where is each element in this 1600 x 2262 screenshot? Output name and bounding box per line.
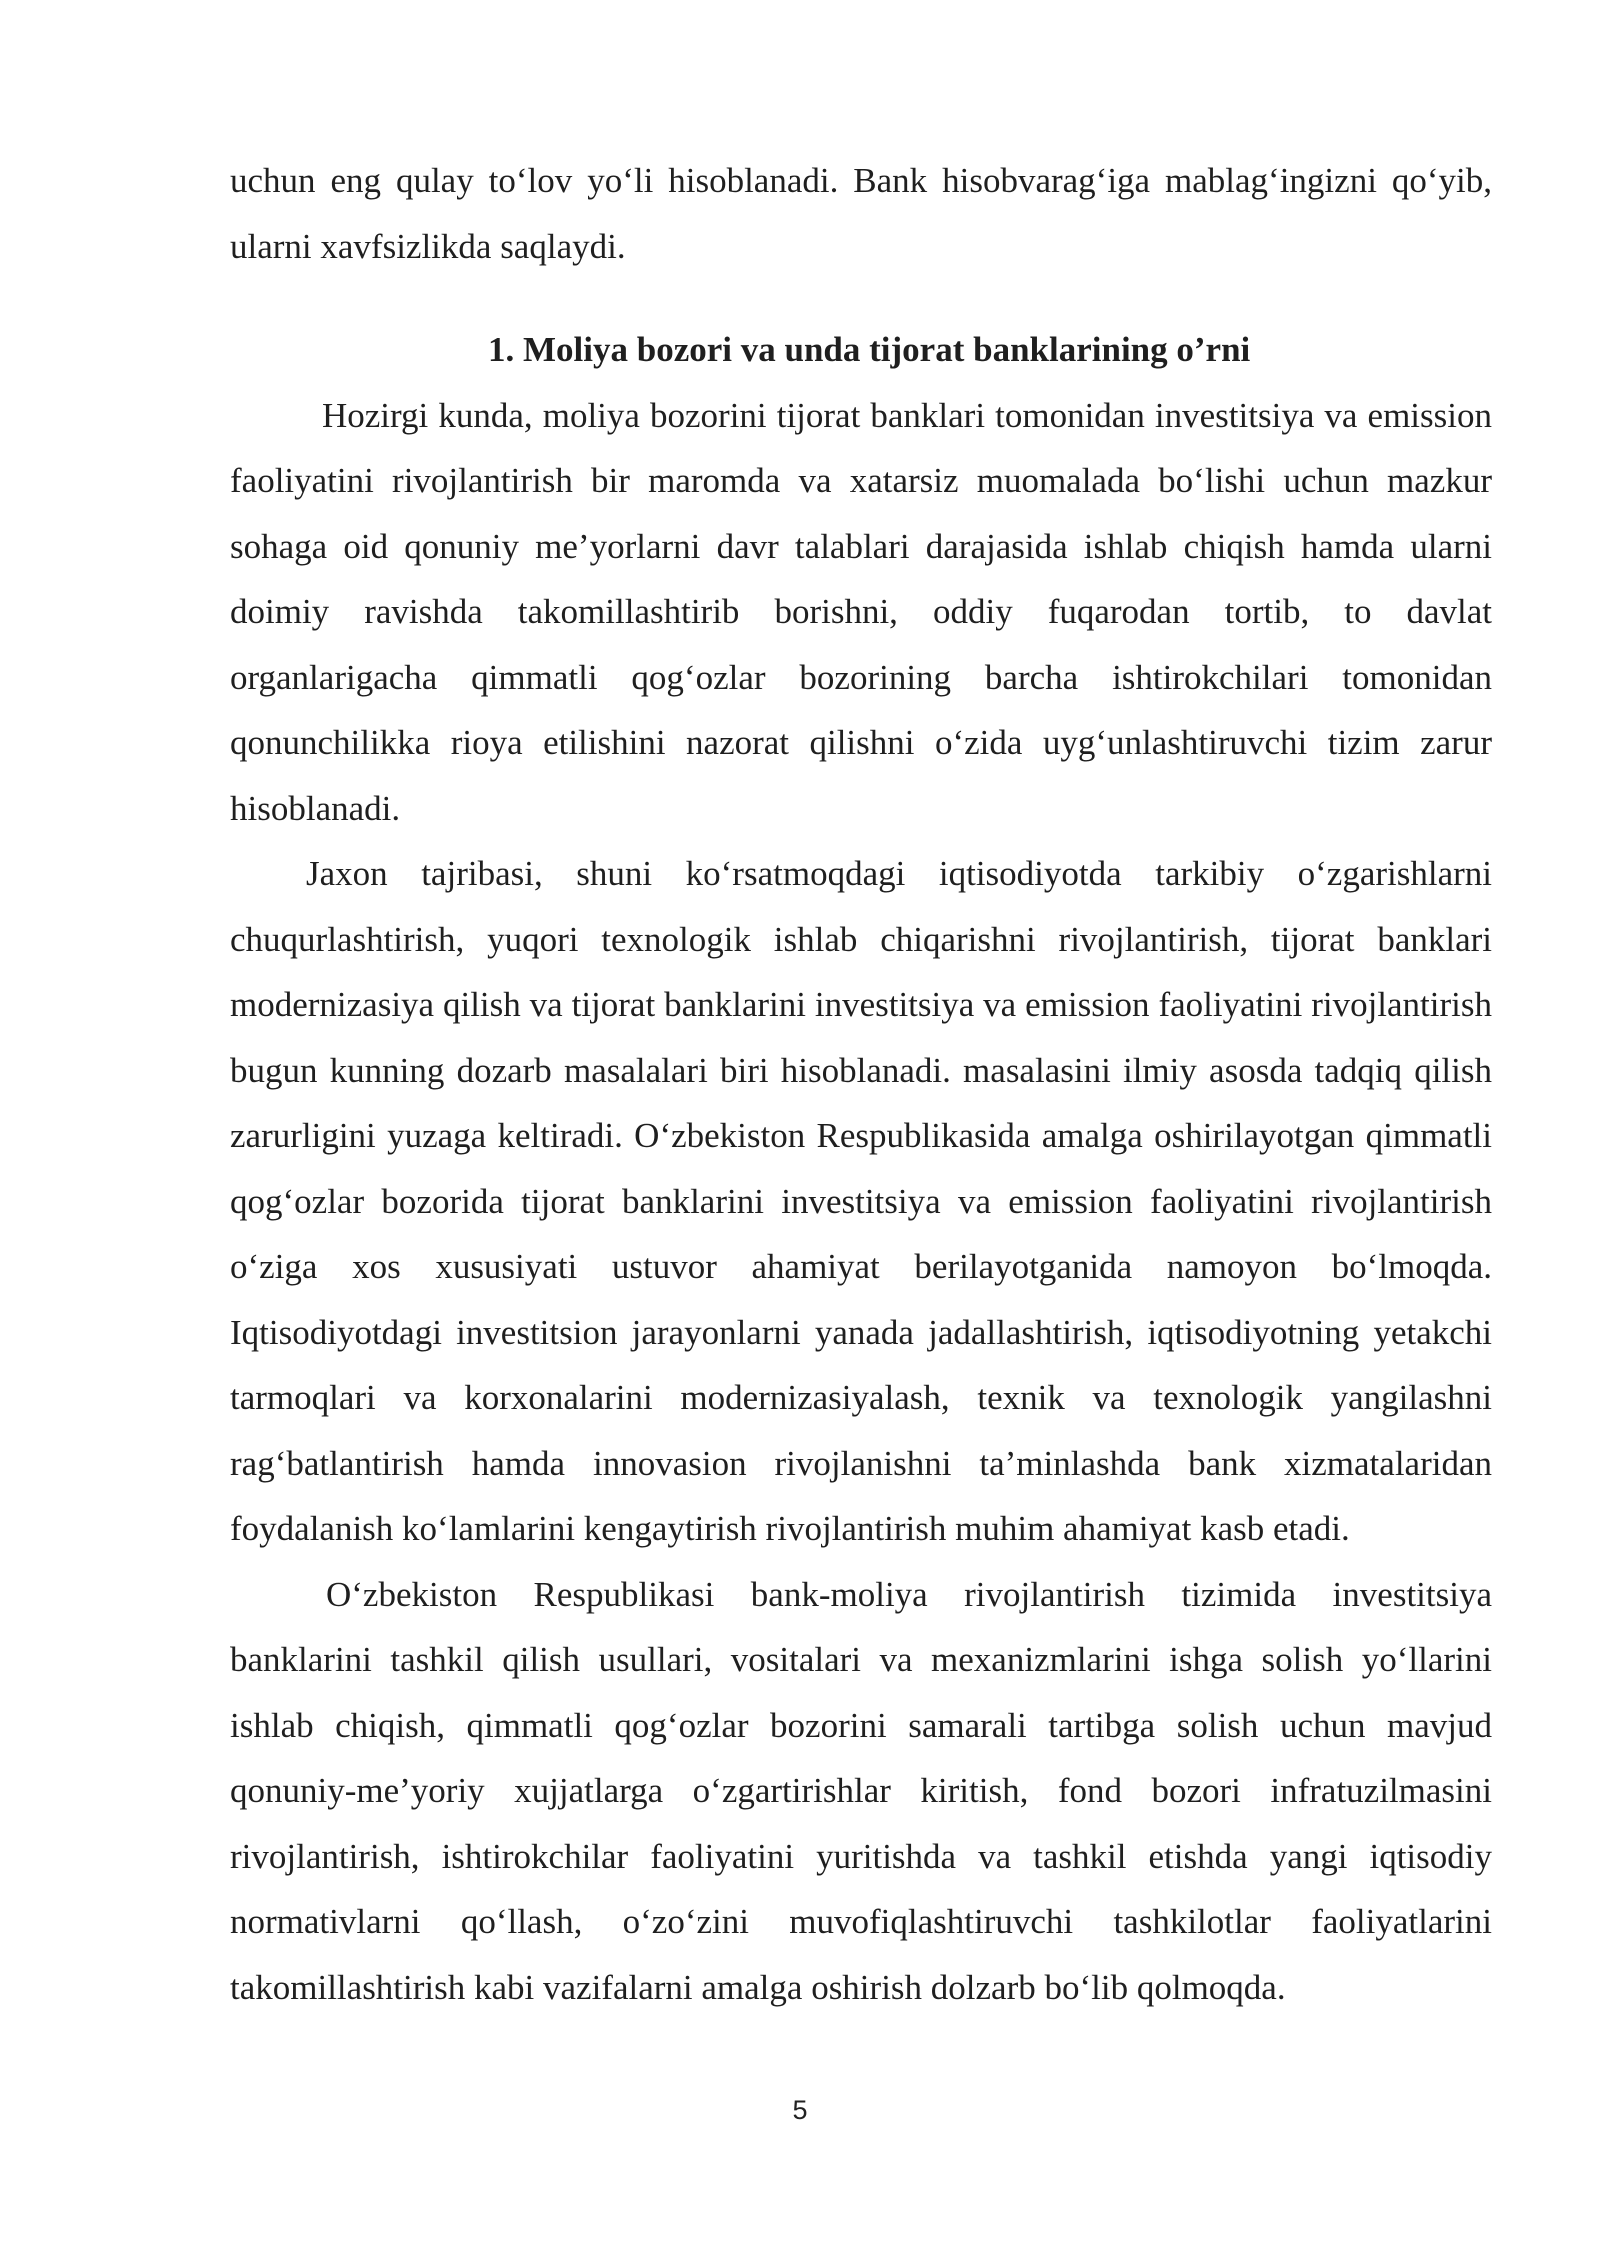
body-paragraph-3: O‘zbekiston Respublikasi bank-moliya rivojlantirish tizimida investitsiya banklarini tashkil qilish usullari, vositalari va mexanizmlarini ishga solish yo‘llarini ishlab chiqish, qimmatli qog‘ozlar bozorini samarali tartibga solish uchun mavjud qonuniy-me’yoriy xujjatlarga o‘zgartirishlar kiritish, fond bozori infratuzilmasini rivojlantirish, ishtirokchilar faoliyatini yuritishda va tashkil etishda yangi iqtisodiy normativlarni qo‘llash, o‘zo‘zini muvofiqlashtiruvchi tashkilotlar faoliyatlarini takomillashtirish kabi vazifalarni amalga oshirish dolzarb bo‘lib qolmoqda.: [230, 1574, 1492, 2007]
body-paragraph-1: Hozirgi kunda, moliya bozorini tijorat banklari tomonidan investitsiya va emission faoliyatini rivojlantirish bir maromda va xatarsiz muomalada bo‘lishi uchun mazkur sohaga oid qonuniy me’yorlarni davr talablari darajasida ishlab chiqish hamda ularni doimiy ravishda takomillashtirib borishni, oddiy fuqarodan tortib, to davlat organlarigacha qimmatli qog‘ozlar bozorining barcha ishtirokchilari tomonidan qonunchilikka rioya etilishini nazorat qilishni o‘zida uyg‘unlashtiruvchi tizim zarur hisoblanadi.: [230, 395, 1492, 828]
intro-paragraph: uchun eng qulay to‘lov yo‘li hisoblanadi. Bank hisobvarag‘iga mablag‘ingizni qo‘yib, ularni xavfsizlikda saqlaydi.: [230, 161, 1492, 266]
page-number: 5: [792, 2095, 808, 2125]
section-heading: 1. Moliya bozori va unda tijorat banklarining o’rni: [488, 330, 1251, 369]
body-paragraph-2: Jaxon tajribasi, shuni ko‘rsatmoqdagi iqtisodiyotda tarkibiy o‘zgarishlarni chuqurlashtirish, yuqori texnologik ishlab chiqarishni rivojlantirish, tijorat banklari modernizasiya qilish va tijorat banklarini investitsiya va emission faoliyatini rivojlantirish bugun kunning dozarb masalalari biri hisoblanadi. masalasini ilmiy asosda tadqiq qilish zarurligini yuzaga keltiradi. O‘zbekiston Respublikasida amalga oshirilayotgan qimmatli qog‘ozlar bozorida tijorat banklarini investitsiya va emission faoliyatini rivojlantirish o‘ziga xos xususiyati ustuvor ahamiyat berilayotganida namoyon bo‘lmoqda. Iqtisodiyotdagi investitsion jarayonlarni yanada jadallashtirish, iqtisodiyotning yetakchi tarmoqlari va korxonalarini modernizasiyalash, texnik va texnologik yangilashni rag‘batlantirish hamda innovasion rivojlanishni ta’minlashda bank xizmatalaridan foydalanish ko‘lamlarini kengaytirish rivojlantirish muhim ahamiyat kasb etadi.: [230, 854, 1492, 1548]
page-body: [230, 148, 1492, 2020]
